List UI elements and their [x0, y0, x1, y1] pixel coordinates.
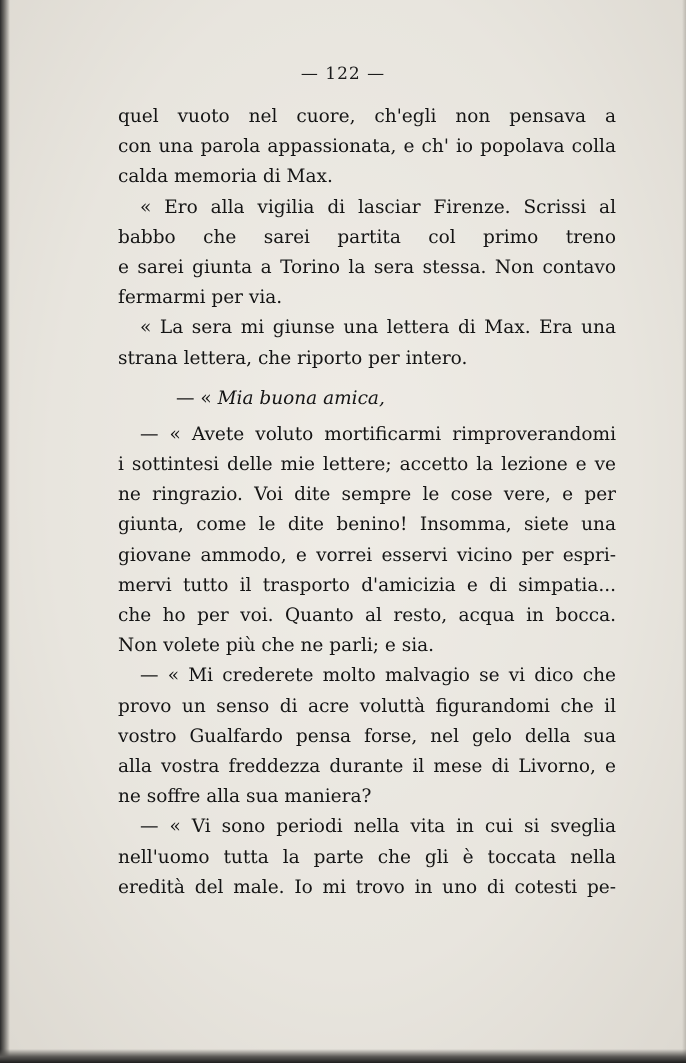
text-line: Non volete più che ne parli; e sia. [118, 635, 435, 657]
text-line: che ho per voi. Quanto al resto, acqua in bocca. [118, 605, 616, 626]
page-edge-shadow-left [0, 0, 10, 1063]
text-line: giunta, come le dite benino! Insomma, siete una [118, 514, 616, 536]
text-line: eredità del male. Io mi trovo in uno di cotesti pe- [118, 876, 616, 898]
page-edge-right [682, 0, 686, 1063]
body-text [118, 102, 616, 903]
text-line: ne ringrazio. Voi dite sempre le cose vere, e per [118, 484, 616, 506]
text-line: alla vostra freddezza durante il mese di Livorno, e [118, 755, 616, 777]
page-number: — 122 — [300, 64, 386, 84]
text-line: fermarmi per via. [118, 287, 283, 309]
salutation-text: Mia buona amica, [217, 387, 385, 409]
text-line: con una parola appassionata, e ch' io popolava colla [118, 136, 616, 158]
text-line: nell'uomo tutta la parte che gli è toccata nella [118, 846, 616, 868]
text-line: i sottintesi delle mie lettere; accetto la lezione e ve [118, 454, 616, 476]
text-line: « Ero alla vigilia di lasciar Firenze. Scrissi al [140, 196, 616, 218]
text-line: « La sera mi giunse una lettera di Max. Era una [140, 317, 616, 339]
text-line: mervi tutto il trasporto d'amicizia e di simpatia... [118, 574, 616, 596]
text-line: calda memoria di Max. [118, 166, 333, 188]
text-line: strana lettera, che riporto per intero. [118, 347, 468, 369]
text-line: — « Mi crederete molto malvagio se vi dico che [140, 665, 616, 687]
text-line: ne soffre alla sua maniera? [118, 786, 372, 808]
text-line: giovane ammodo, e vorrei esservi vicino per espri- [118, 544, 616, 566]
text-line: e sarei giunta a Torino la sera stessa. Non contavo [118, 256, 616, 278]
salutation-dash: — « [176, 387, 218, 409]
text-line: — « Vi sono periodi nella vita in cui si sveglia [140, 816, 616, 838]
text-line: provo un senso di acre voluttà figurandomi che il [118, 695, 616, 717]
text-line: vostro Gualfardo pensa forse, nel gelo della sua [118, 725, 616, 747]
page-edge-shadow-bottom [0, 1049, 686, 1063]
text-line: quel vuoto nel cuore, ch'egli non pensava a [118, 106, 616, 127]
text-line: babbo che sarei partita col primo treno [118, 226, 616, 248]
letter-salutation [118, 384, 616, 414]
text-line: — « Avete voluto mortificarmi rimproverandomi [140, 423, 616, 445]
